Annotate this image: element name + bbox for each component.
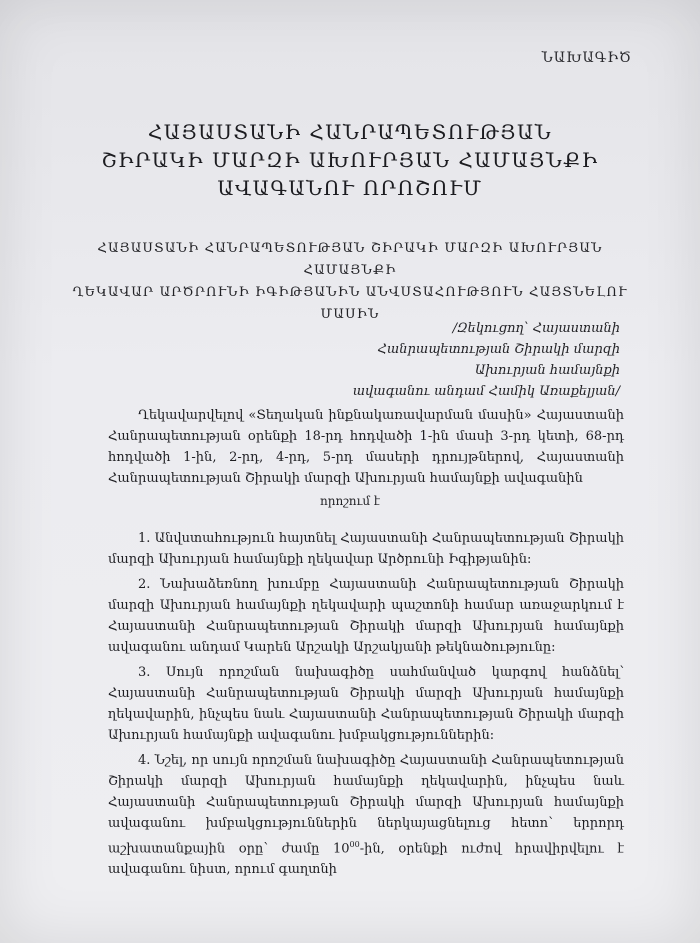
title-line: ՇԻՐԱԿԻ ՄԱՐԶԻ ԱԽՈՒՐՅԱՆ ՀԱՄԱՅՆՔԻ [101,148,599,172]
rapporteur-line: /Զեկուցող՝ Հայաստանի Հանրապետության Շիրակի մարզի Ախուրյան համայնքի [377,321,620,378]
subject-line: ՂԵԿԱՎԱՐ ԱՐԾՐՈՒՆԻ ԻԳԻԹՅԱՆԻՆ ԱՆՎՍՏԱՀՈՒԹՅՈՒՆ ՀԱՅՏՆԵԼՈՒ [72,285,628,300]
document-title [0,118,700,202]
title-line: ՀԱՅԱՍՏԱՆԻ ՀԱՆՐԱՊԵՏՈՒԹՅԱՆ [147,120,553,144]
decision-item: 3. Սույն որոշման նախագիծը սահմանված կարգով հանձնել՝ Հայաստանի Հանրապետության Շիրակի մարզի Ախուրյան համայնքի ղեկավարին, ինչպես նաև Հայաստանի Հանրապետության Շիրակի մարզի Ախուրյան համայնքի ավագանու խմբակցություններին: [108,665,624,743]
decision-item [108,750,624,880]
rapporteur-line: ավագանու անդամ Համիկ Առաքելյան/ [352,384,620,399]
meeting-time-minutes: 00 [349,840,360,849]
subject-line: ՄԱՍԻՆ [320,307,380,322]
draft-label: ՆԱԽԱԳԻԾ [541,50,632,66]
document-subject [70,238,630,326]
decision-item: 1. Անվստահություն հայտնել Հայաստանի Հանրապետության Շիրակի մարզի Ախուրյան համայնքի ղեկավար Արծրունի Իգիթյանին: [108,531,624,567]
decides-heading: որոշում է [319,494,381,508]
subject-line: ՀԱՅԱՍՏԱՆԻ ՀԱՆՐԱՊԵՏՈՒԹՅԱՆ ՇԻՐԱԿԻ ՄԱՐԶԻ ԱԽՈՒՐՅԱՆ ՀԱՄԱՅՆՔԻ [97,241,603,278]
decision-items [108,528,624,884]
meeting-time: 10 [332,841,350,857]
title-line: ԱՎԱԳԱՆՈՒ ՈՐՈՇՈՒՄ [217,176,483,200]
decision-item-text: 4. Նշել, որ սույն որոշման նախագիծը Հայաստանի Հանրապետության Շիրակի մարզի Ախուրյան համայնքի ղեկավարին, ինչպես նաև Հայաստանի Հանրապետության Շիրակի մարզի Ախուրյան համայնքի ավագանու խմբակցություններին ներկայացնելուց հետո՝ երրորդ աշխատանքային օրը՝ ժամը [108,753,624,857]
rapporteur-note [330,318,620,402]
decision-item-tail: -ին, օրենքի ուժով հրավիրվելու է ավագանու նիստ, որում գաղտնի [108,841,624,878]
decision-item: 2. Նախաձեռնող խումբը Հայաստանի Հանրապետության Շիրակի մարզի Ախուրյան համայնքի ղեկավարի պաշտոնի համար առաջարկում է Հայաստանի Հանրապետության Շիրակի մարզի Ախուրյան համայնքի ավագանու անդամ Կարեն Արշակի Արշակյանի թեկնածությունը: [108,577,624,655]
preamble-paragraph: Ղեկավարվելով «Տեղական ինքնակառավարման մասին» Հայաստանի Հանրապետության օրենքի 18-րդ հոդվածի 1-ին մասի 3-րդ կետի, 68-րդ հոդվածի 1-ին, 2-րդ, 4-րդ, 5-րդ մասերի դրույթներով, Հայաստանի Հանրապետության Շիրակի մարզի Ախուրյան համայնքի ավագանին [108,408,624,486]
